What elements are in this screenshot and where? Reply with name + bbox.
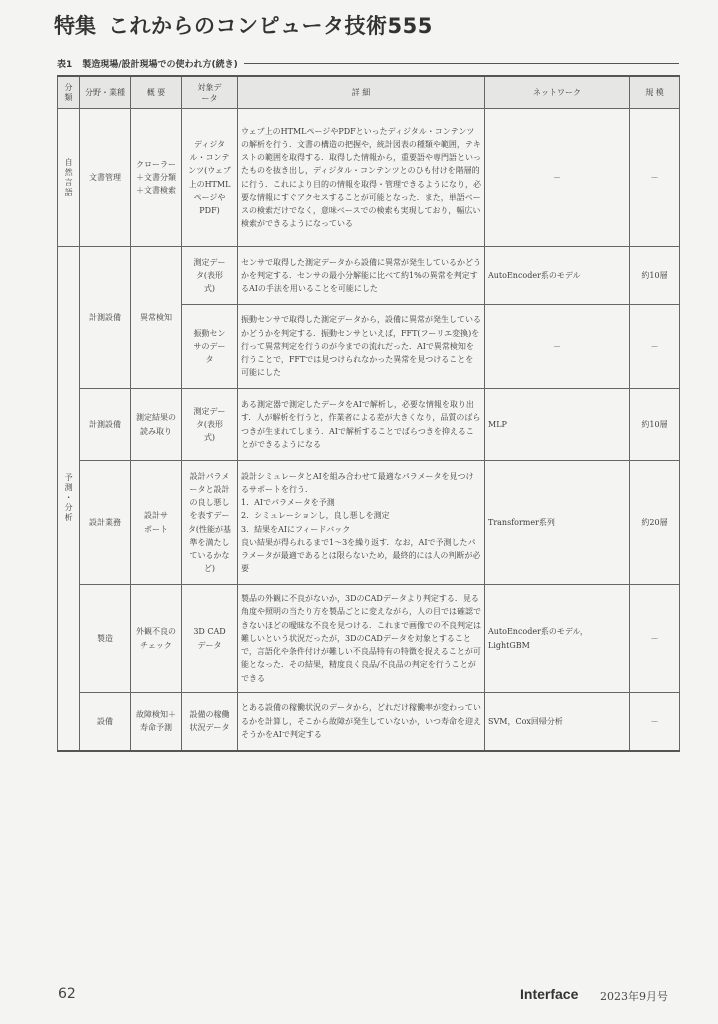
data-cell: ディジタル・コンテンツ(ウェブ上のHTMLページやPDF): [182, 109, 238, 247]
overview-cell: 外観不良のチェック: [131, 585, 182, 693]
detail-cell: とある設備の稼働状況のデータから，どれだけ稼働率が変わっているかを計算し，そこから故障が発生していないか，いつ寿命を迎えそうかをAIで判定する: [238, 693, 485, 751]
detail-cell: 振動センサで取得した測定データから，設備に異常が発生しているかどうかを判定する．振動センサといえば，FFT(フーリエ変換)を行って異常判定を行うのが今までの流れだった．AIで異常検知を行うことで，FFTでは見つけられなかった異常を見つけることを可能にした: [238, 305, 485, 389]
detail-cell: ウェブ上のHTMLページやPDFといったディジタル・コンテンツの解析を行う．文書の構造の把握や，統計図表の種類や範囲，テキストの範囲を取得する．取得した情報から，重要語や専門語といったものを抜き出し，ディジタル・コンテンツとのひも付けを階層的に行う．これにより目的の情報を取得・管理できるようになり，必要な情報にすぐアクセスすることが可能となった．また，単語ベースの検索だけでなく，意味ベースでの検索も実現しており，幅広い検索ができるようになっている: [238, 109, 485, 247]
overview-cell: 設計サポート: [131, 461, 182, 585]
network-cell: Transformer系列: [485, 461, 630, 585]
data-cell: 振動センサのデータ: [182, 305, 238, 389]
detail-cell: センサで取得した測定データから設備に異常が発生しているかどうかを判定する．センサの最小分解能に比べて約1%の異常を判定するAIの手法を用いることを可能にした: [238, 247, 485, 305]
field-cell: 計測設備: [80, 389, 131, 461]
network-cell: －: [485, 109, 630, 247]
header-field: 分野・業種: [80, 76, 131, 109]
detail-cell: 製品の外観に不良がないか，3DのCADデータより判定する．見る角度や照明の当たり方を製品ごとに変えながら，人の目では確認できないほどの曖昧な不良を見つける．これまで画像での不良判定は難しいという状況だったが，3DのCADデータを対象とすることで，言語化や条件付けが難しい不良品特有の特徴を捉えることが可能となった．その結果，精度良く良品/不良品の判定を行うことができる: [238, 585, 485, 693]
detail-step: 1．AIでパラメータを予測: [241, 498, 335, 508]
network-cell: MLP: [485, 389, 630, 461]
table-row: [58, 461, 680, 585]
header-overview: 概 要: [131, 76, 182, 109]
header-network: ネットワーク: [485, 76, 630, 109]
usage-table: [57, 75, 680, 752]
field-cell: 文書管理: [80, 109, 131, 247]
table-row: [58, 389, 680, 461]
detail-cell: [238, 461, 485, 585]
scale-cell: 約10層: [630, 247, 680, 305]
scale-cell: 約10層: [630, 389, 680, 461]
detail-outro: 良い結果が得られるまで1～3を繰り返す．なお，AIで予測したパラメータが最適であるとは限らないため，最終的には人の判断が必要: [241, 537, 481, 574]
table-title: 製造現場/設計現場での使われ方(続き): [82, 59, 238, 70]
issue-date: 2023年9月号: [600, 990, 668, 1003]
magazine-logo: Interface: [520, 986, 579, 1002]
network-cell: AutoEncoder系のモデル: [485, 247, 630, 305]
caption-rule: [244, 63, 679, 64]
network-cell: －: [485, 305, 630, 389]
category-cell: 予測・分析: [58, 247, 80, 751]
overview-cell: 異常検知: [131, 247, 182, 389]
header-detail: 詳 細: [238, 76, 485, 109]
feature-label: 特集: [54, 14, 96, 38]
table-row: [58, 693, 680, 751]
header-scale: 規 模: [630, 76, 680, 109]
scale-cell: －: [630, 585, 680, 693]
field-cell: 製造: [80, 585, 131, 693]
overview-cell: 故障検知＋寿命予測: [131, 693, 182, 751]
feature-title: これからのコンピュータ技術555: [108, 14, 433, 38]
scale-cell: －: [630, 693, 680, 751]
table-number: 表1: [57, 59, 73, 70]
data-cell: 設備の稼働状況データ: [182, 693, 238, 751]
scale-cell: 約20層: [630, 461, 680, 585]
data-cell: 設計パラメータと設計の良し悪しを表すデータ(性能が基準を満たしているかなど): [182, 461, 238, 585]
table-row: [58, 247, 680, 305]
page-number: 62: [58, 986, 76, 1002]
table-row: [58, 585, 680, 693]
detail-step: 3．結果をAIにフィードバック: [241, 524, 351, 534]
data-cell: 3D CADデータ: [182, 585, 238, 693]
data-cell: 測定データ(表形式): [182, 389, 238, 461]
detail-cell: ある測定器で測定したデータをAIで解析し，必要な情報を取り出す．人が解析を行うと，作業者による差が大きくなり，品質のばらつきが生まれてしまう．AIで解析することでばらつきを抑えることができるようになる: [238, 389, 485, 461]
table-header-row: [58, 76, 680, 109]
category-cell: 自然言語: [58, 109, 80, 247]
header-category: 分類: [58, 76, 80, 109]
overview-cell: 測定結果の読み取り: [131, 389, 182, 461]
field-cell: 設計業務: [80, 461, 131, 585]
network-cell: SVM，Cox回帰分析: [485, 693, 630, 751]
overview-cell: クローラー＋文書分類＋文書検索: [131, 109, 182, 247]
data-cell: 測定データ(表形式): [182, 247, 238, 305]
scale-cell: －: [630, 109, 680, 247]
field-cell: 計測設備: [80, 247, 131, 389]
scale-cell: －: [630, 305, 680, 389]
field-cell: 設備: [80, 693, 131, 751]
header-data: 対象データ: [182, 76, 238, 109]
detail-intro: 設計シミュレータとAIを組み合わせて最適なパラメータを見つけるサポートを行う．: [241, 471, 474, 494]
detail-step: 2．シミュレーションし，良し悪しを測定: [241, 511, 390, 521]
table-row: [58, 109, 680, 247]
table-caption: [57, 56, 679, 70]
network-cell: AutoEncoder系のモデル，LightGBM: [485, 585, 630, 693]
page-header: [54, 8, 674, 42]
